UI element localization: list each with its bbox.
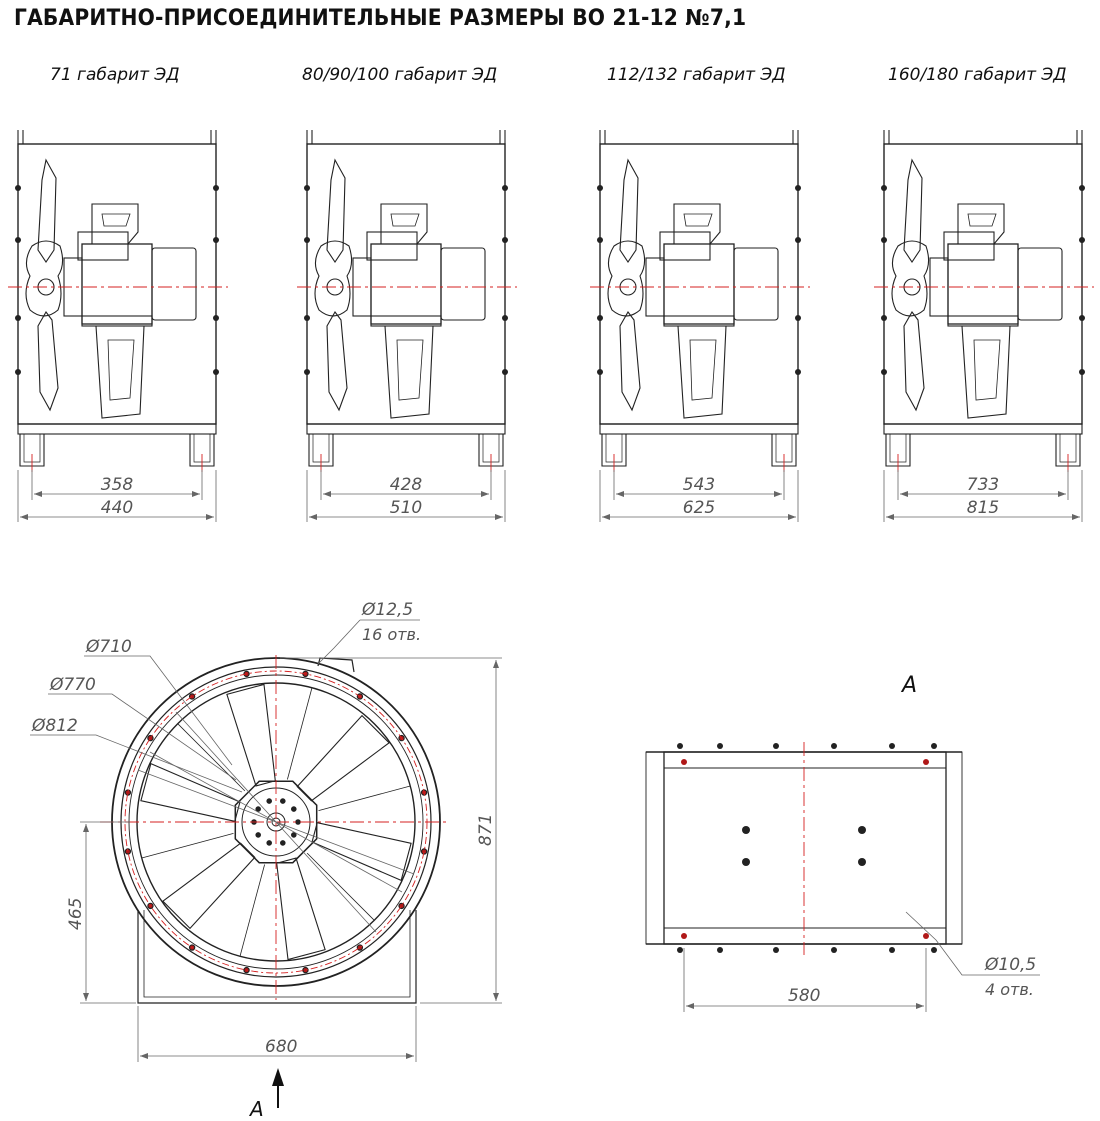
dim-inner-width: 358: [100, 475, 134, 495]
flange-hole: [357, 945, 362, 950]
dim-inner-width: 428: [389, 475, 423, 495]
front-dimensions: [30, 620, 502, 1062]
front-view: [100, 655, 450, 1003]
flange-hole: [148, 736, 153, 741]
dim-d710: Ø710: [86, 637, 132, 657]
side-labels: [788, 673, 1036, 1006]
flange-hole: [399, 903, 404, 908]
mounting-hole: [923, 759, 929, 765]
dim-outer-width: 625: [682, 498, 716, 518]
variant-label: 80/90/100 габарит ЭД: [302, 65, 498, 85]
dim-hole-diameter: Ø12,5: [362, 600, 414, 620]
dim-inner-width: 543: [682, 475, 716, 495]
variant-label: 71 габарит ЭД: [50, 65, 180, 85]
side-hole-diameter: Ø10,5: [985, 955, 1037, 975]
variant-view-3: [590, 65, 810, 522]
dim-d770: Ø770: [50, 675, 96, 695]
blade: [227, 684, 275, 786]
dim-outer-width: 815: [966, 498, 1000, 518]
view-marker: А: [250, 1097, 264, 1121]
variant-view-4: [874, 65, 1094, 522]
dim-height: 871: [476, 813, 496, 846]
blade: [277, 858, 325, 960]
dim-inner-width: 733: [966, 475, 1000, 495]
dim-width: 680: [265, 1037, 298, 1057]
dim-outer-width: 510: [389, 498, 423, 518]
side-hole-count: 4 отв.: [985, 980, 1034, 999]
variant-view-2: [297, 65, 517, 522]
side-bolts: [677, 743, 937, 953]
flange-hole: [190, 694, 195, 699]
mounting-hole: [681, 933, 687, 939]
mounting-hole: [923, 933, 929, 939]
dim-hole-count: 16 отв.: [362, 625, 422, 644]
variant-view-1: [8, 65, 228, 522]
variant-label: 160/180 габарит ЭД: [888, 65, 1067, 85]
drawing-title: ГАБАРИТНО-ПРИСОЕДИНИТЕЛЬНЫЕ РАЗМЕРЫ ВО 21-12 №7,1: [14, 6, 747, 31]
blade: [312, 823, 411, 881]
blade: [297, 716, 389, 801]
blade: [163, 843, 255, 928]
side-dim-width: 580: [788, 986, 821, 1006]
side-view-label: А: [902, 673, 918, 698]
dim-d812: Ø812: [32, 716, 78, 736]
mounting-hole: [681, 759, 687, 765]
dim-axis-height: 465: [66, 897, 86, 930]
variant-label: 112/132 габарит ЭД: [607, 65, 786, 85]
dim-outer-width: 440: [100, 498, 134, 518]
